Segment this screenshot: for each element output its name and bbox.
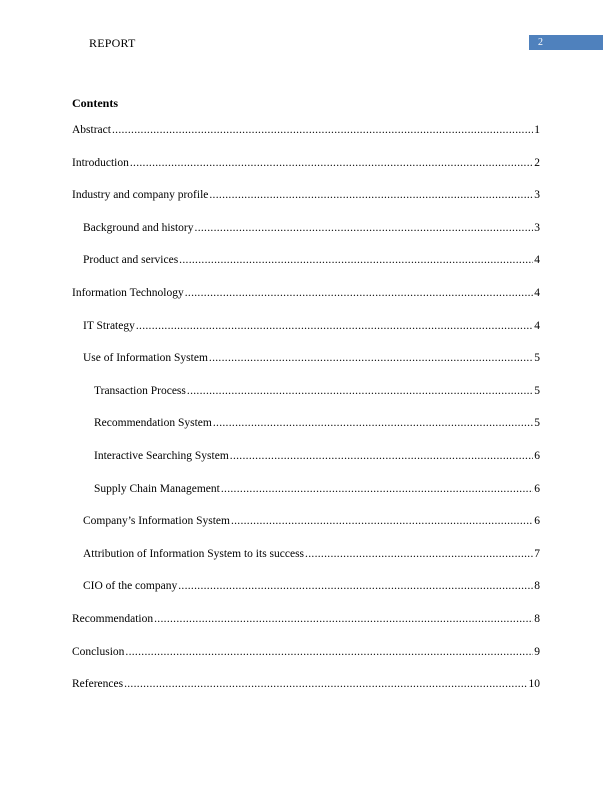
toc-dot-leader xyxy=(154,612,533,627)
toc-dot-leader xyxy=(305,547,533,562)
toc-entry-page-number: 6 xyxy=(534,515,540,527)
toc-dot-leader xyxy=(178,579,533,594)
toc-entry[interactable] xyxy=(72,188,540,203)
toc-entry-label: Introduction xyxy=(72,157,129,169)
toc-entry[interactable] xyxy=(83,221,540,236)
toc-entry-page-number: 4 xyxy=(534,254,540,266)
toc-entry-label: Recommendation System xyxy=(94,417,212,429)
toc-entry-label: Background and history xyxy=(83,222,194,234)
toc-dot-leader xyxy=(185,286,534,301)
toc-entry-label: CIO of the company xyxy=(83,580,178,592)
toc-dot-leader xyxy=(112,123,533,138)
toc-entry-label: Recommendation xyxy=(72,613,154,625)
toc-entry[interactable] xyxy=(83,351,540,366)
toc-entry[interactable] xyxy=(72,156,540,171)
toc-entry-label: Attribution of Information System to its success xyxy=(83,548,305,560)
toc-entry-page-number: 1 xyxy=(534,124,540,136)
page-number: 2 xyxy=(538,37,543,48)
toc-dot-leader xyxy=(209,351,533,366)
toc-entry-page-number: 6 xyxy=(534,450,540,462)
toc-entry-label: References xyxy=(72,678,124,690)
toc-entry-label: Company’s Information System xyxy=(83,515,230,527)
toc-entry[interactable] xyxy=(94,416,540,431)
toc-dot-leader xyxy=(195,221,534,236)
running-header-title: REPORT xyxy=(89,36,136,50)
toc-entry[interactable] xyxy=(72,677,540,692)
toc-entry-label: Interactive Searching System xyxy=(94,450,229,462)
toc-entry[interactable] xyxy=(83,253,540,268)
toc-entry-page-number: 3 xyxy=(534,189,540,201)
toc-entry[interactable] xyxy=(72,286,540,301)
toc-entry[interactable] xyxy=(83,547,540,562)
toc-entry[interactable] xyxy=(94,384,540,399)
toc-entry-label: Use of Information System xyxy=(83,352,208,364)
toc-dot-leader xyxy=(179,253,533,268)
toc-entry-page-number: 3 xyxy=(534,222,540,234)
toc-entry-page-number: 8 xyxy=(534,613,540,625)
toc-entry[interactable] xyxy=(72,123,540,138)
toc-dot-leader xyxy=(187,384,533,399)
toc-entry-page-number: 2 xyxy=(534,157,540,169)
toc-entry-page-number: 5 xyxy=(534,417,540,429)
toc-dot-leader xyxy=(125,645,533,660)
toc-dot-leader xyxy=(209,188,533,203)
toc-entry[interactable] xyxy=(83,514,540,529)
toc-dot-leader xyxy=(124,677,527,692)
toc-dot-leader xyxy=(231,514,533,529)
toc-dot-leader xyxy=(213,416,533,431)
toc-entry-page-number: 8 xyxy=(534,580,540,592)
toc-entry-page-number: 9 xyxy=(534,646,540,658)
toc-entry[interactable] xyxy=(83,579,540,594)
toc-dot-leader xyxy=(136,319,533,334)
toc-entry-label: Abstract xyxy=(72,124,111,136)
toc-entry-page-number: 5 xyxy=(534,352,540,364)
toc-entry[interactable] xyxy=(83,319,540,334)
toc-dot-leader xyxy=(221,482,533,497)
toc-entry[interactable] xyxy=(72,612,540,627)
toc-entry-label: Transaction Process xyxy=(94,385,186,397)
toc-entry-label: Conclusion xyxy=(72,646,125,658)
toc-dot-leader xyxy=(130,156,533,171)
toc-heading: Contents xyxy=(72,96,119,110)
toc-entry-label: Product and services xyxy=(83,254,179,266)
toc-entry-label: Supply Chain Management xyxy=(94,483,220,495)
toc-entry[interactable] xyxy=(94,482,540,497)
toc-entry-page-number: 4 xyxy=(534,320,540,332)
toc-entry[interactable] xyxy=(94,449,540,464)
toc-entry-page-number: 10 xyxy=(528,678,540,690)
page-number-badge xyxy=(529,35,603,50)
toc-entry-label: IT Strategy xyxy=(83,320,135,332)
toc-entry-page-number: 7 xyxy=(534,548,540,560)
toc-entry-label: Industry and company profile xyxy=(72,189,209,201)
toc-entry-label: Information Technology xyxy=(72,287,184,299)
toc-dot-leader xyxy=(230,449,533,464)
toc-entry-page-number: 6 xyxy=(534,483,540,495)
toc-entry[interactable] xyxy=(72,645,540,660)
toc-entry-page-number: 4 xyxy=(534,287,540,299)
toc-entry-page-number: 5 xyxy=(534,385,540,397)
